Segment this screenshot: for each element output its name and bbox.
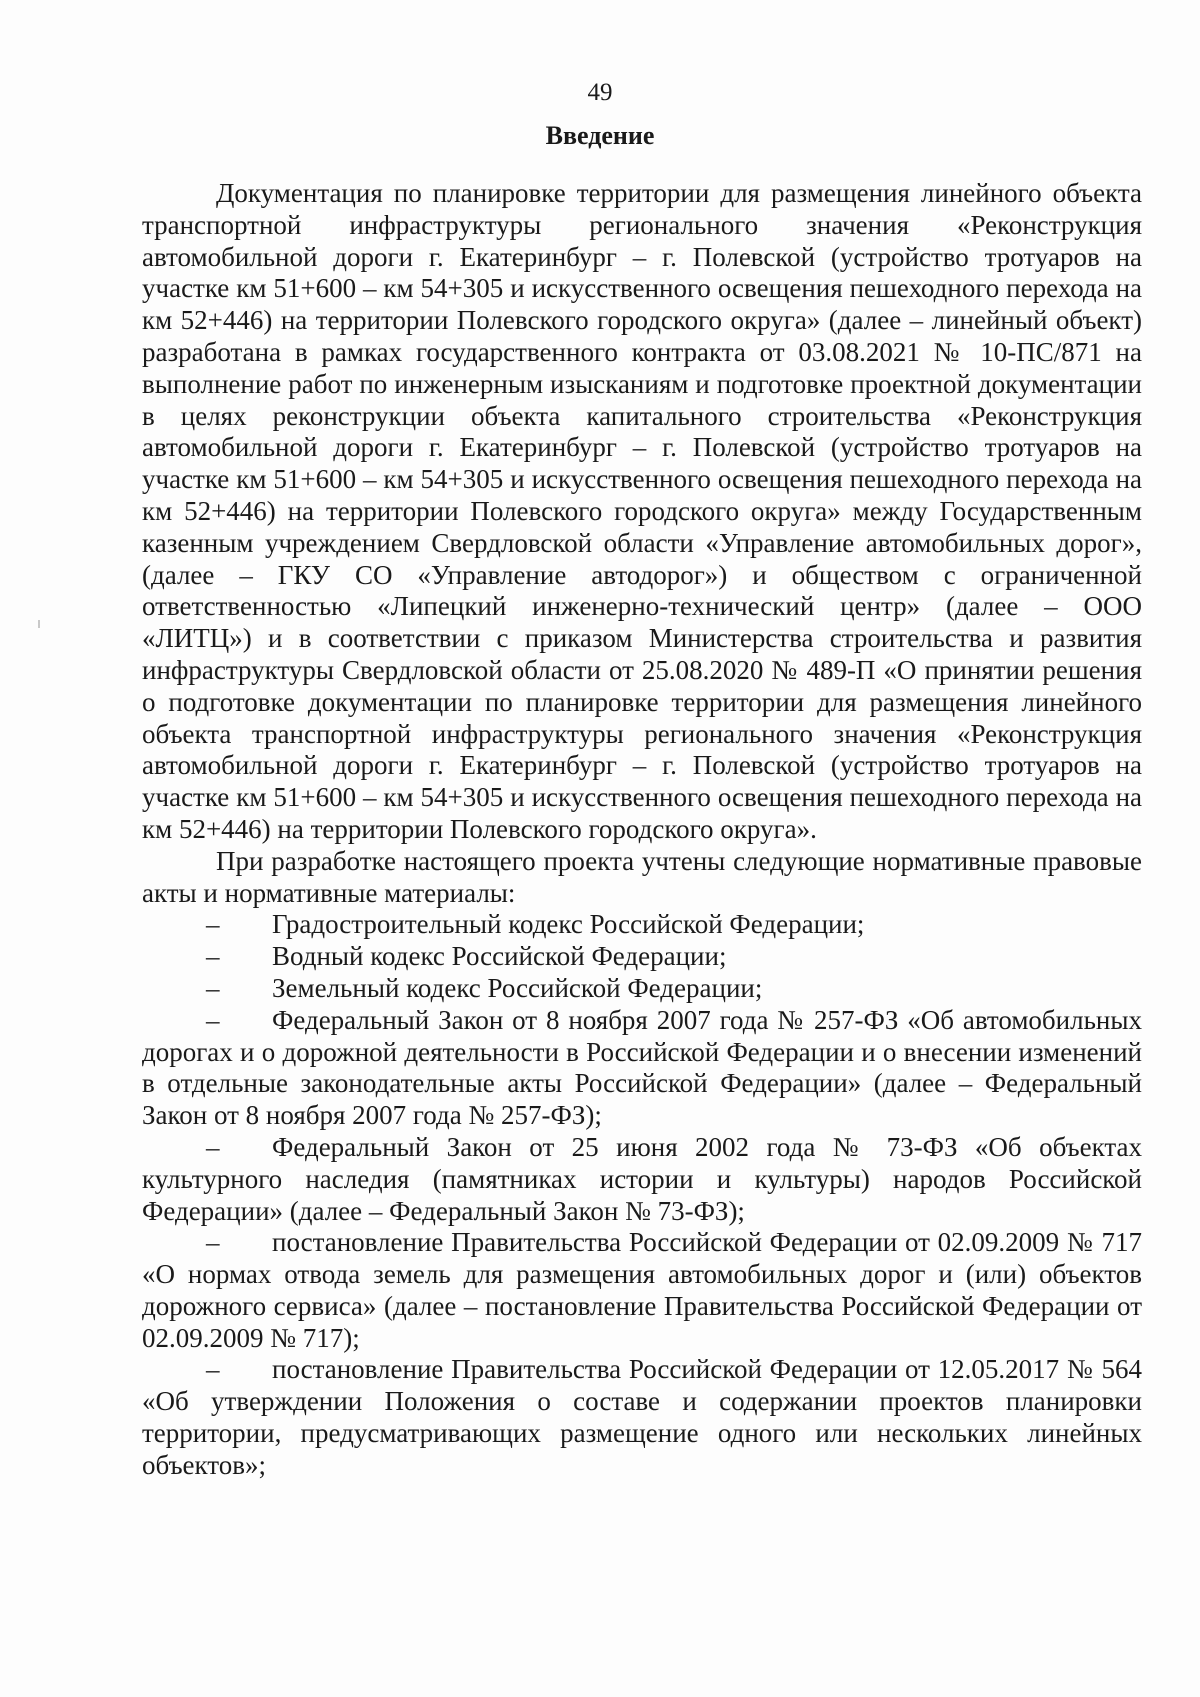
list-dash: – bbox=[206, 1227, 220, 1258]
list-item bbox=[142, 973, 1142, 1005]
list-dash: – bbox=[206, 909, 220, 940]
list-item-text: Градостроительный кодекс Российской Федерации; bbox=[272, 909, 865, 940]
list-item bbox=[142, 1005, 1142, 1132]
list-item-text: Федеральный Закон от 25 июня 2002 года № 73-ФЗ «Об объектах культурного наследия (памятниках истории и культуры) народов Российской Федерации» (далее – Федеральный Закон № 73-ФЗ); bbox=[142, 1131, 1142, 1226]
list-item-text: постановление Правительства Российской Федерации от 02.09.2009 № 717 «О нормах отвода земель для размещения автомобильных дорог и (или) объектов дорожного сервиса» (далее – постановление Правительства Российской Федерации от 02.09.2009 № 717); bbox=[142, 1227, 1142, 1353]
list-dash: – bbox=[206, 1354, 220, 1385]
list-dash: – bbox=[206, 972, 220, 1003]
list-dash: – bbox=[206, 941, 220, 972]
list-item-text: Водный кодекс Российской Федерации; bbox=[272, 941, 727, 972]
list-item bbox=[142, 1132, 1142, 1227]
page-number: 49 bbox=[587, 79, 613, 106]
list-item-text: Земельный кодекс Российской Федерации; bbox=[272, 972, 763, 1003]
list-dash: – bbox=[206, 1131, 220, 1162]
list-item bbox=[142, 1227, 1142, 1354]
list-intro-paragraph: При разработке настоящего проекта учтены следующие нормативные правовые акты и нормативные материалы: bbox=[142, 845, 1142, 908]
list-item-text: постановление Правительства Российской Федерации от 12.05.2017 № 564 «Об утверждении Положения о составе и содержании проектов планировки территории, предусматривающих размещение одного или нескольких линейных объектов»; bbox=[142, 1354, 1142, 1480]
list-item bbox=[142, 909, 1142, 941]
scan-artifact bbox=[38, 620, 40, 628]
section-heading: Введение bbox=[545, 121, 655, 150]
list-dash: – bbox=[206, 1004, 220, 1035]
list-item bbox=[142, 1354, 1142, 1481]
document-body bbox=[142, 178, 1142, 1482]
list-item-text: Федеральный Закон от 8 ноября 2007 года № 257-ФЗ «Об автомобильных дорогах и о дорожной деятельности в Российской Федерации и о внесении изменений в отдельные законодательные акты Российской Федерации» (далее – Федеральный Закон от 8 ноября 2007 года № 257-ФЗ); bbox=[142, 1004, 1142, 1131]
list-item bbox=[142, 941, 1142, 973]
intro-paragraph: Документация по планировке территории для размещения линейного объекта транспортной инфраструктуры регионального значения «Реконструкция автомобильной дороги г. Екатеринбург – г. Полевской (устройство тротуаров на участке км 51+600 – км 54+305 и искусственного освещения пешеходного перехода на км 52+446) на территории Полевского городского округа» (далее – линейный объект) разработана в рамках государственного контракта от 03.08.2021 № 10-ПС/871 на выполнение работ по инженерным изысканиям и подготовке проектной документации в целях реконструкции объекта капитального строительства «Реконструкция автомобильной дороги г. Екатеринбург – г. Полевской (устройство тротуаров на участке км 51+600 – км 54+305 и искусственного освещения пешеходного перехода на км 52+446) на территории Полевского городского округа» между Государственным казенным учреждением Свердловской области «Управление автомобильных дорог», (далее – ГКУ СО «Управление автодорог») и обществом с ограниченной ответственностью «Липецкий инженерно-технический центр» (далее – ООО «ЛИТЦ») и в соответствии с приказом Министерства строительства и развития инфраструктуры Свердловской области от 25.08.2020 № 489-П «О принятии решения о подготовке документации по планировке территории для размещения линейного объекта транспортной инфраструктуры регионального значения «Реконструкция автомобильной дороги г. Екатеринбург – г. Полевской (устройство тротуаров на участке км 51+600 – км 54+305 и искусственного освещения пешеходного перехода на км 52+446) на территории Полевского городского округа». bbox=[142, 178, 1142, 844]
